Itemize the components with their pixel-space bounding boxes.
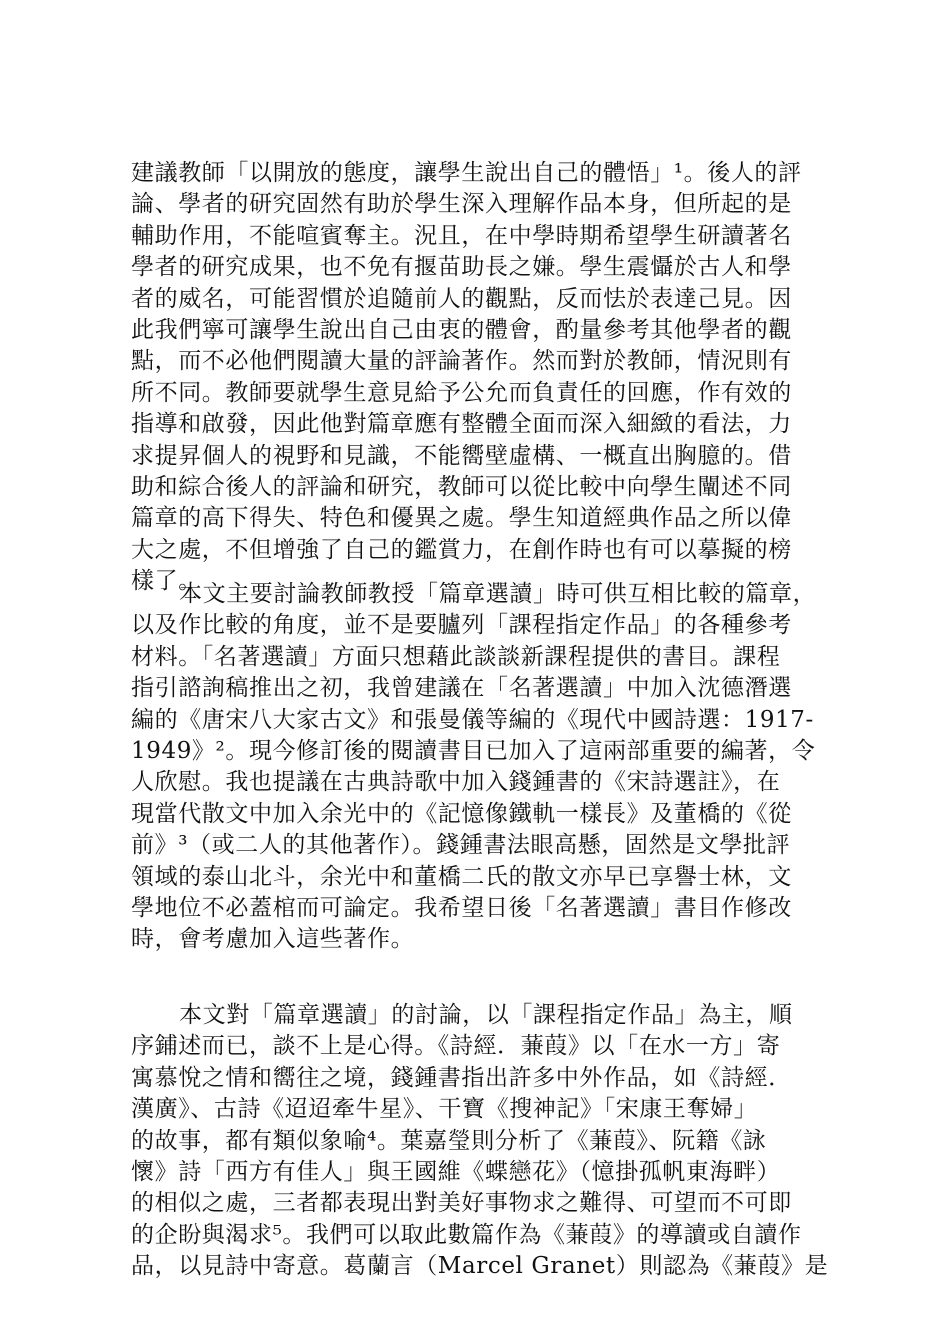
text-line: 本文主要討論教師教授「篇章選讀」時可供互相比較的篇章，	[179, 581, 817, 607]
text-line: 品，以見詩中寄意。葛蘭言（Marcel Granet）則認為《蒹葭》是	[131, 1253, 829, 1280]
text-line: 以及作比較的角度，並不是要臚列「課程指定作品」的各種參考	[131, 612, 792, 639]
text-line: 輔助作用，不能喧賓奪主。況且，在中學時期希望學生研讀著名	[131, 222, 792, 249]
text-line: 求提昇個人的視野和見識，不能嚮壁虛構、一概直出胸臆的。借	[131, 442, 792, 469]
text-line: 建議教師「以開放的態度，讓學生說出自己的體悟」¹。後人的評	[131, 160, 802, 186]
text-line: 點，而不必他們閱讀大量的評論著作。然而對於教師，情況則有	[131, 348, 792, 375]
text-line: 的相似之處，三者都表現出對美好事物求之難得、可望而不可即	[131, 1190, 792, 1217]
text-line: 指引諮詢稿推出之初，我曾建議在「名著選讀」中加入沈德潛選	[131, 675, 792, 702]
text-line: 論、學者的研究固然有助於學生深入理解作品本身，但所起的是	[131, 191, 792, 218]
text-line: 前》³（或二人的其他著作）。錢鍾書法眼高懸，固然是文學批評	[131, 832, 791, 859]
text-line: 人欣慰。我也提議在古典詩歌中加入錢鍾書的《宋詩選註》，在	[131, 769, 781, 796]
text-line: 編的《唐宋八大家古文》和張曼儀等編的《現代中國詩選：1917-	[131, 706, 814, 733]
text-line: 漢廣》、古詩《迢迢牽牛星》、干寶《搜神記》「宋康王奪婦」	[131, 1096, 758, 1123]
text-line: 寓慕悅之情和嚮往之境，錢鍾書指出許多中外作品，如《詩經．	[131, 1064, 792, 1091]
text-line: 此我們寧可讓學生說出自己由衷的體會，酌量參考其他學者的觀	[131, 316, 792, 343]
text-line: 領域的泰山北斗，余光中和董橋二氏的散文亦早已享譽士林，文	[131, 863, 792, 890]
text-line: 樣了。	[131, 568, 202, 595]
text-line: 的故事，都有類似象喻⁴。葉嘉瑩則分析了《蒹葭》、阮籍《詠	[131, 1127, 767, 1154]
text-line: 序鋪述而已，談不上是心得。《詩經．蒹葭》以「在水一方」寄	[131, 1033, 781, 1060]
text-line: 指導和啟發，因此他對篇章應有整體全面而深入細緻的看法，力	[131, 411, 792, 438]
text-line: 學者的研究成果，也不免有揠苗助長之嫌。學生震懾於古人和學	[131, 254, 792, 281]
text-line: 所不同。教師要就學生意見給予公允而負責任的回應，作有效的	[131, 379, 792, 406]
text-line: 的企盼與渴求⁵。我們可以取此數篇作為《蒹葭》的導讀或自讀作	[131, 1221, 802, 1248]
text-line: 篇章的高下得失、特色和優異之處。學生知道經典作品之所以偉	[131, 505, 792, 532]
paragraph-1	[131, 158, 861, 597]
text-line: 助和綜合後人的評論和研究，教師可以從比較中向學生闡述不同	[131, 473, 792, 500]
text-line: 大之處，不但增強了自己的鑑賞力，在創作時也有可以摹擬的榜	[131, 536, 792, 563]
text-line: 懷》詩「西方有佳人」與王國維《蝶戀花》（憶掛孤帆東海畔）	[131, 1158, 781, 1185]
text-line: 現當代散文中加入余光中的《記憶像鐵軌一樣長》及董橋的《從	[131, 800, 792, 827]
text-line: 本文對「篇章選讀」的討論，以「課程指定作品」為主，順	[179, 1002, 793, 1028]
paragraph-2	[131, 579, 861, 956]
text-line: 時，會考慮加入這些著作。	[131, 926, 415, 953]
text-line: 學地位不必蓋棺而可論定。我希望日後「名著選讀」書目作修改	[131, 894, 792, 921]
text-line: 材料。「名著選讀」方面只想藉此談談新課程提供的書目。課程	[131, 643, 781, 670]
text-line: 者的威名，可能習慣於追隨前人的觀點，反而怯於表達己見。因	[131, 285, 792, 312]
text-line: 1949》²。現今修訂後的閱讀書目已加入了這兩部重要的編著，令	[131, 737, 816, 764]
paragraph-3	[131, 1000, 861, 1283]
